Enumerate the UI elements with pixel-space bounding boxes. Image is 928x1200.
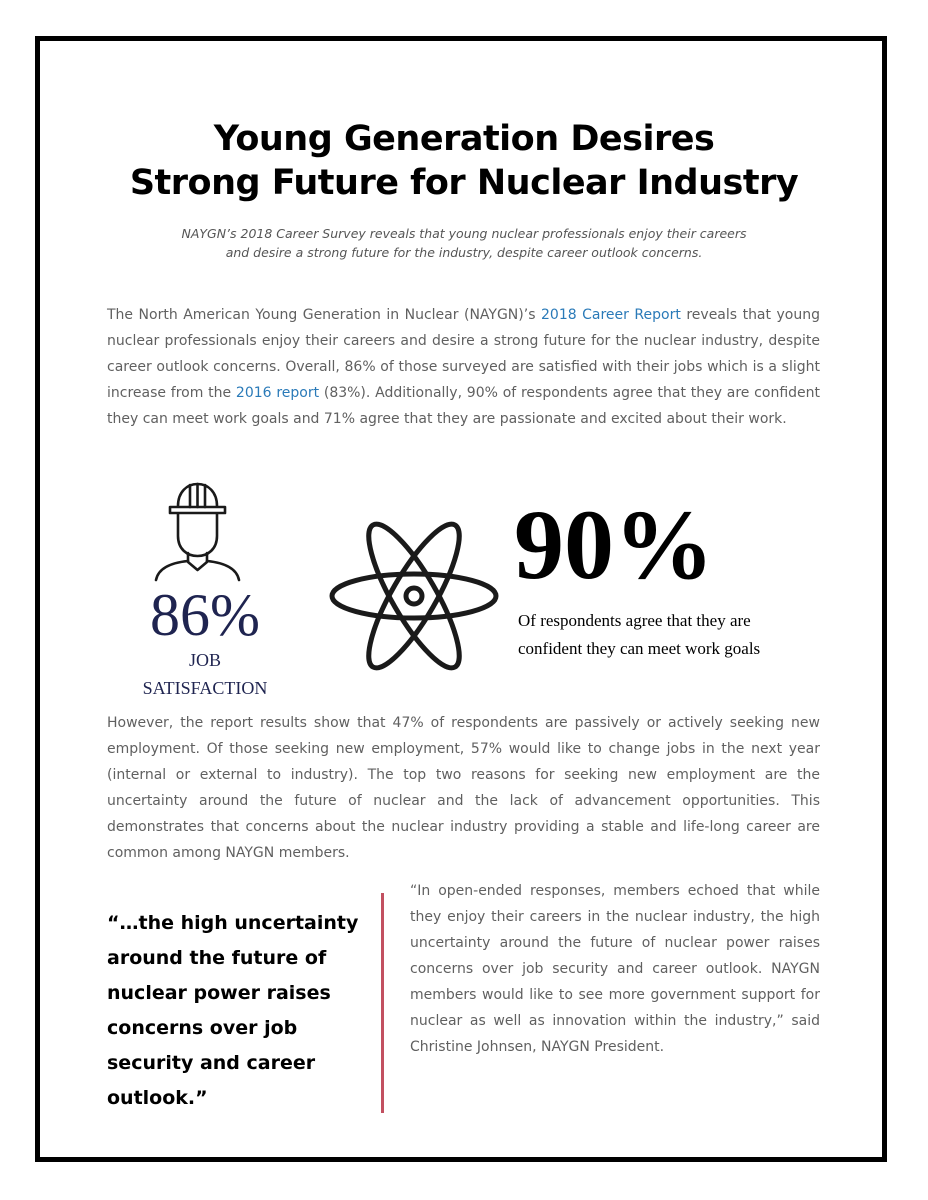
seeking-employment-paragraph: However, the report results show that 47% of respondents are passively or actively seeking new employment. Of those seeking new employment, 57% would like to change jobs in the next year (internal or external to industry). The top two reasons for seeking new employment are the uncertainty around the future of nuclear and the lack of advancement opportunities. This demonstrates that concerns about the nuclear industry providing a stable and life-long career are common among NAYGN members. [107,715,820,861]
satisfaction-label [105,646,305,702]
goals-caption-line-1: Of respondents agree that they are [518,611,751,630]
intro-text-1: The North American Young Generation in Nuclear (NAYGN)’s [107,307,541,323]
satisfaction-label-line-2: SATISFACTION [142,678,268,698]
subtitle-line-1: NAYGN’s 2018 Career Survey reveals that young nuclear professionals enjoy their careers [181,226,747,241]
satisfaction-label-line-1: JOB [188,650,221,670]
intro-text-2: reveals that young nuclear professionals enjoy their careers and desire a strong future for the nuclear industry, despite career outlook concerns. Overall, 86% of those surveyed are satisfied with their jobs which is a slight increase from the [107,307,820,401]
goals-caption [518,607,818,663]
page-title [60,117,868,205]
pull-quote: “…the high uncertainty around the future of nuclear power raises concerns over job security and career outlook.” [107,912,359,1109]
worker-hardhat-icon [150,480,245,582]
satisfaction-percent: 86% [150,582,260,648]
report-2016-link[interactable]: 2016 report [235,385,320,401]
subtitle-line-2: and desire a strong future for the industry, despite career outlook concerns. [225,245,703,260]
intro-paragraph [107,302,820,432]
title-line-2: Strong Future for Nuclear Industry [129,163,799,203]
goals-percent: 90% [514,489,714,600]
atom-icon [328,510,500,682]
intro-text-3: (83%). Additionally, 90% of respondents agree that they are confident they can meet work goals and 71% agree that they are passionate and excited about their work. [107,385,820,427]
career-report-2018-link[interactable]: 2018 Career Report [541,307,681,323]
title-line-1: Young Generation Desires [213,119,715,159]
page-subtitle [60,224,868,262]
goals-caption-line-2: confident they can meet work goals [518,639,761,658]
quote-divider [381,893,384,1113]
president-quote: “In open-ended responses, members echoed that while they enjoy their careers in the nuclear industry, the high uncertainty around the future of nuclear power raises concerns over job security and career outlook. NAYGN members would like to see more government support for nuclear as well as innovation within the industry,” said Christine Johnsen, NAYGN President. [410,883,820,1055]
